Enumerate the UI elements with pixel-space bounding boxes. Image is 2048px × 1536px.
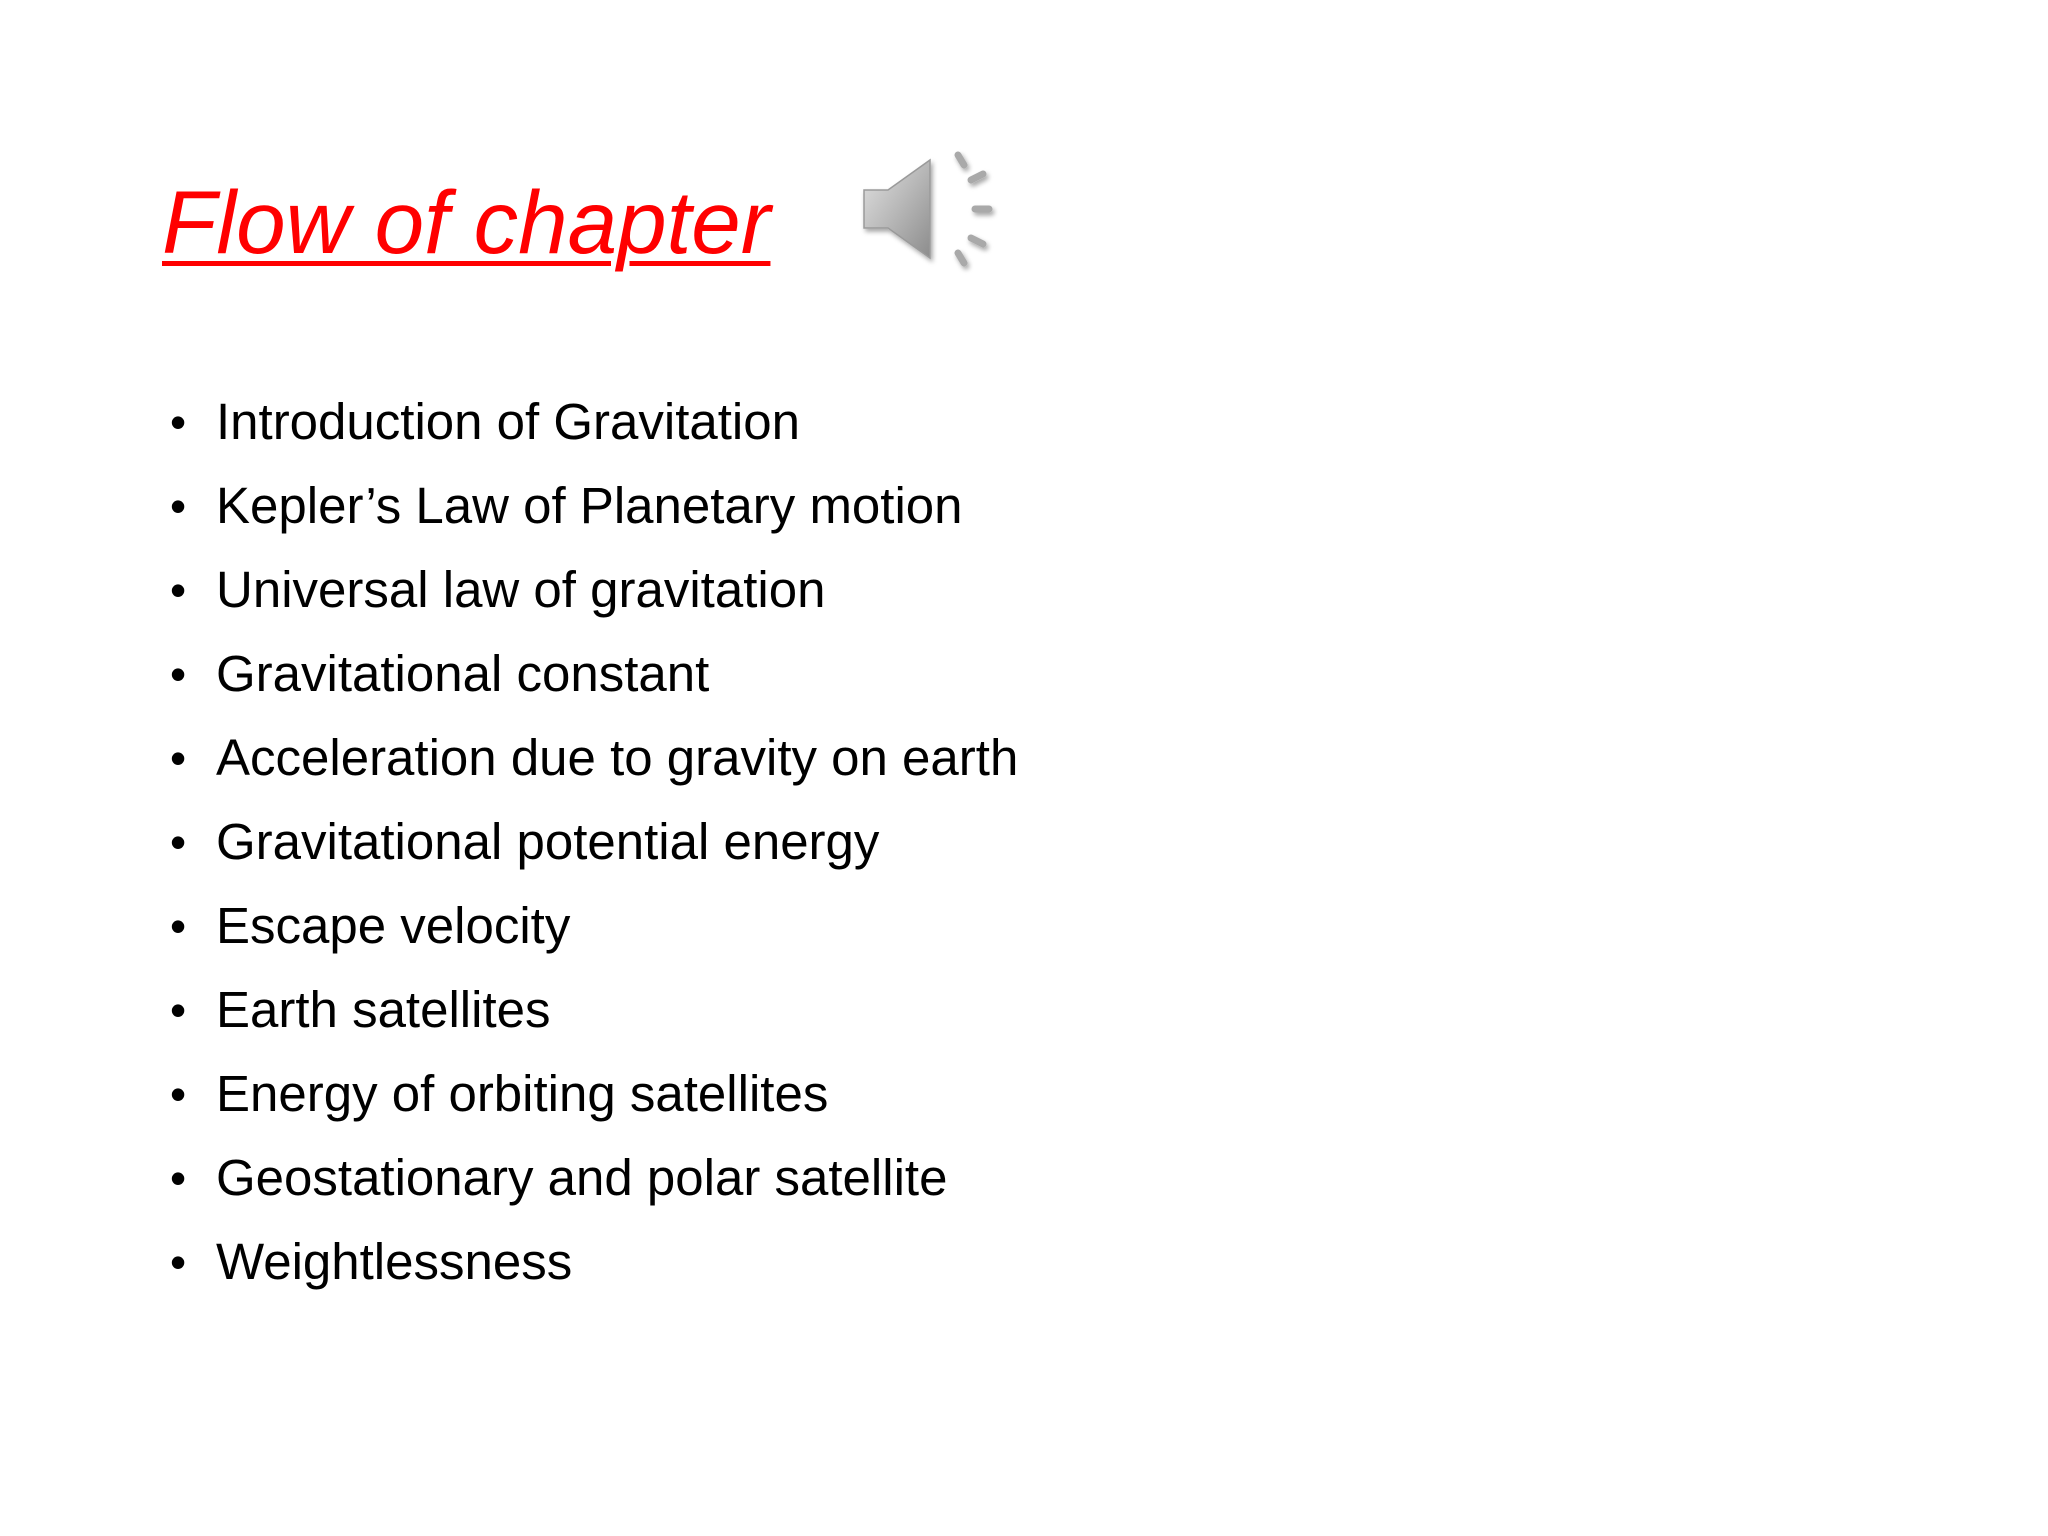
list-item-text: Escape velocity bbox=[216, 897, 571, 954]
list-item-text: Geostationary and polar satellite bbox=[216, 1149, 948, 1206]
list-item-text: Energy of orbiting satellites bbox=[216, 1065, 829, 1122]
list-item-text: Gravitational potential energy bbox=[216, 813, 880, 870]
list-item-text: Acceleration due to gravity on earth bbox=[216, 729, 1019, 786]
bullet-marker: • bbox=[170, 1236, 187, 1288]
list-item-text: Earth satellites bbox=[216, 981, 551, 1038]
list-item-text: Universal law of gravitation bbox=[216, 561, 826, 618]
bullet-marker: • bbox=[170, 1068, 187, 1120]
bullet-marker: • bbox=[170, 648, 187, 700]
list-item-text: Weightlessness bbox=[216, 1233, 573, 1290]
bullet-marker: • bbox=[170, 564, 187, 616]
bullet-marker: • bbox=[170, 1152, 187, 1204]
bullet-marker: • bbox=[170, 480, 187, 532]
speaker-sound-icon[interactable] bbox=[858, 146, 1000, 276]
bullet-marker: • bbox=[170, 984, 187, 1036]
bullet-marker: • bbox=[170, 396, 187, 448]
bullet-marker: • bbox=[170, 732, 187, 784]
list-item-text: Introduction of Gravitation bbox=[216, 393, 800, 450]
bullet-marker: • bbox=[170, 900, 187, 952]
slide-title: Flow of chapter bbox=[162, 172, 771, 272]
list-item-text: Kepler’s Law of Planetary motion bbox=[216, 477, 963, 534]
list-item-text: Gravitational constant bbox=[216, 645, 710, 702]
bullet-marker: • bbox=[170, 816, 187, 868]
